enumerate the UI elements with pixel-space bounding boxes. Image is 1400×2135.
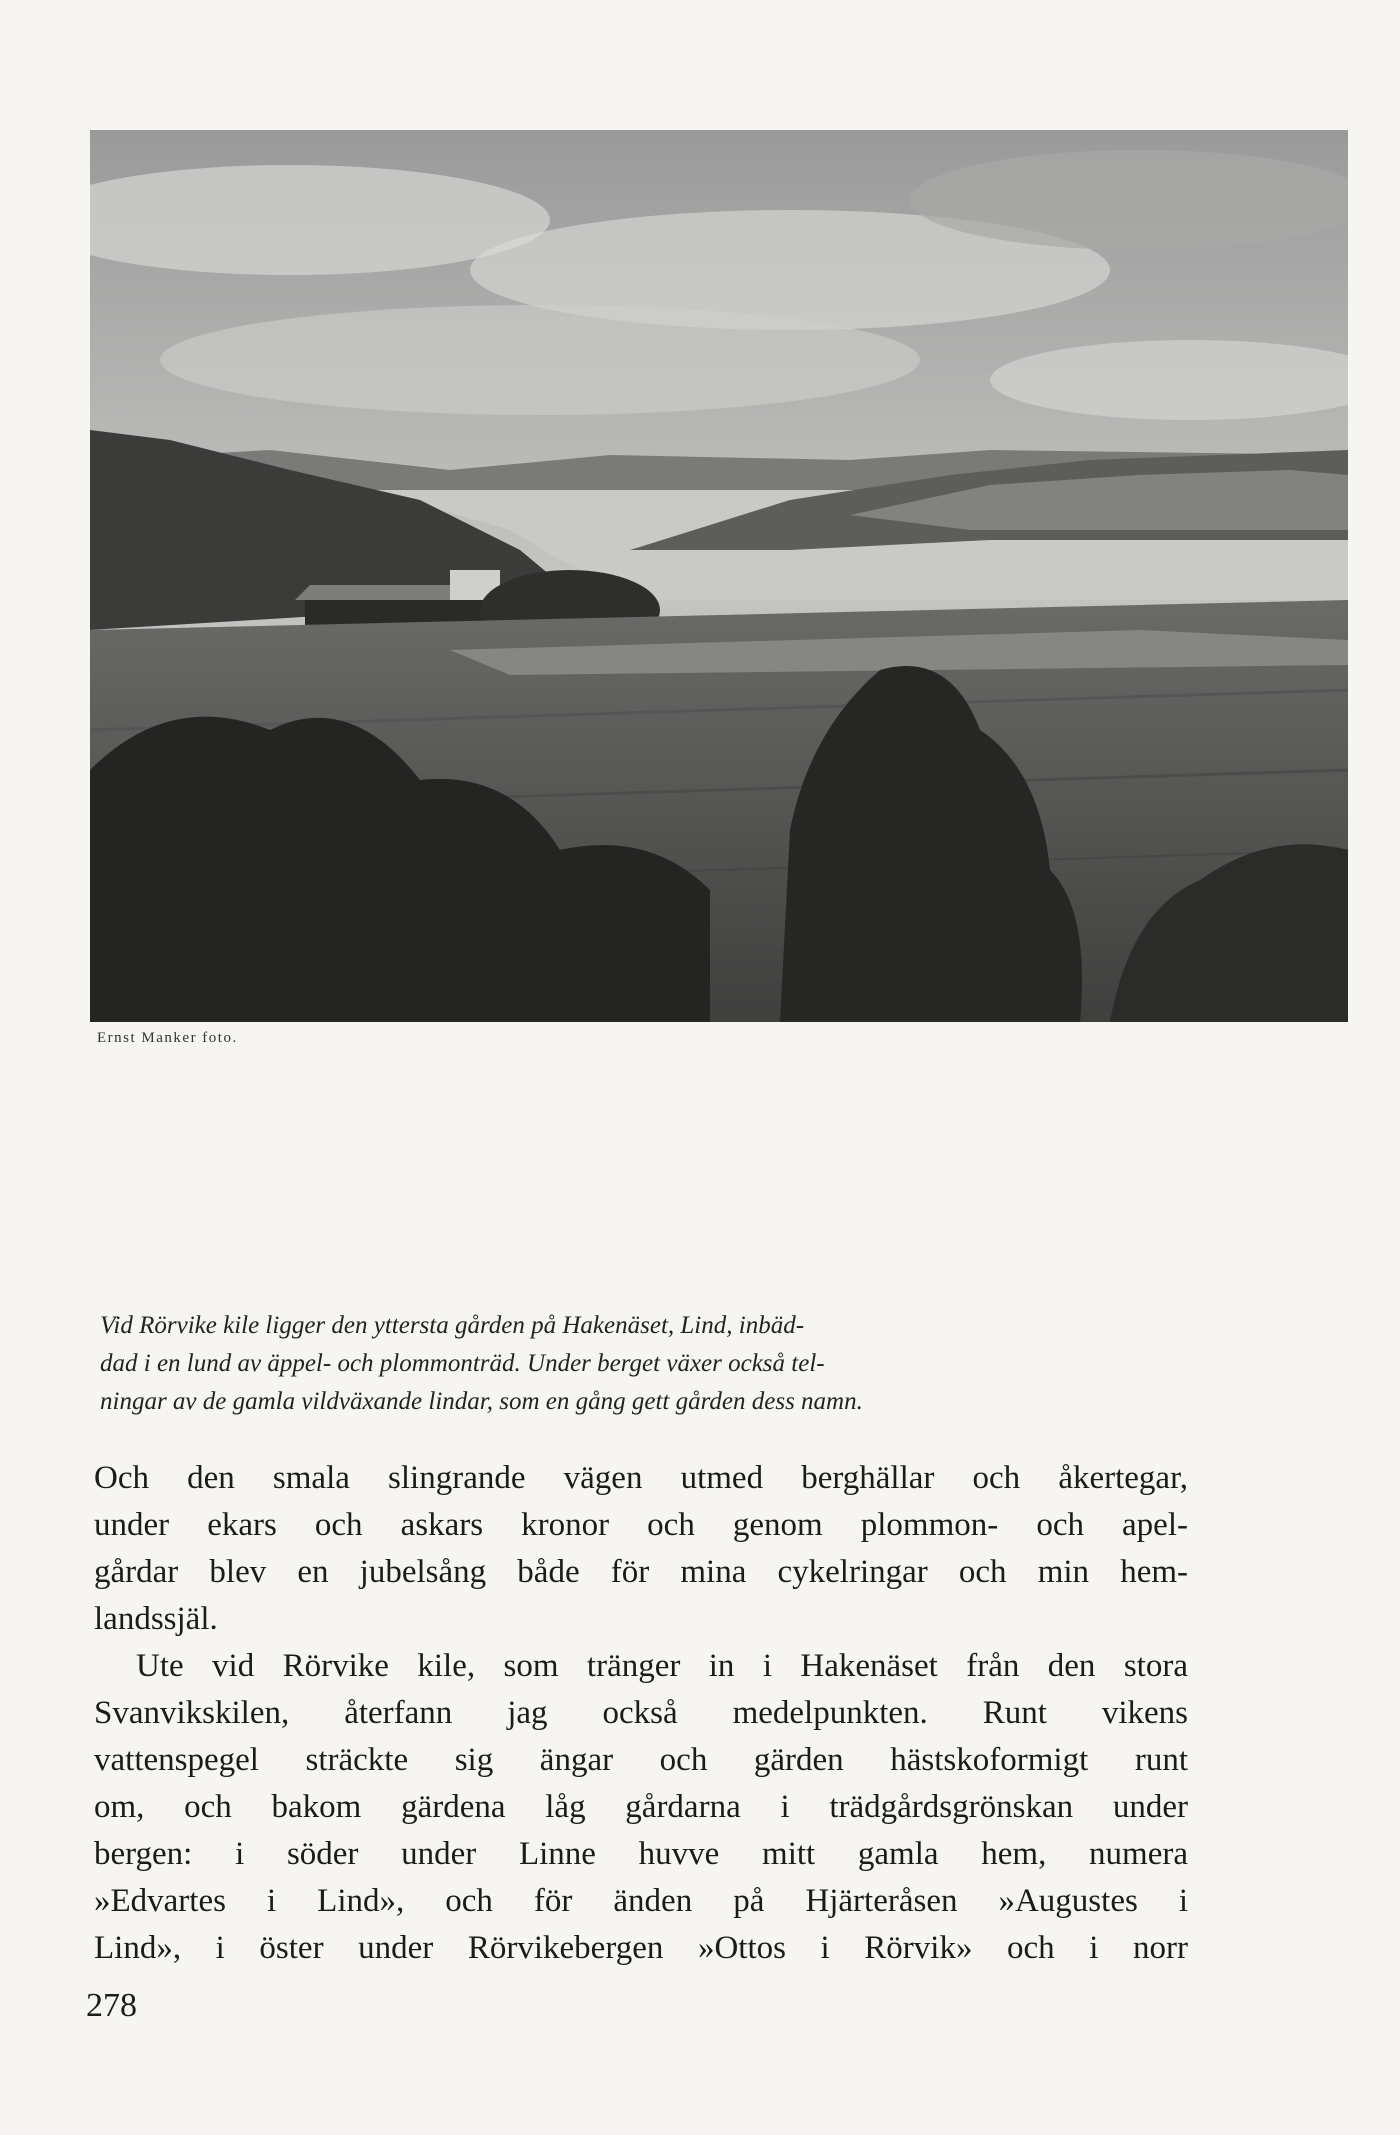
- paragraph-line: bergen: i söder under Linne huvve mitt gamla hem, numera: [94, 1836, 1188, 1872]
- caption-line: ningar av de gamla vildväxande lindar, som en gång gett gården dess namn.: [100, 1388, 863, 1415]
- caption-line: Vid Rörvike kile ligger den yttersta gården på Hakenäset, Lind, inbäd-: [100, 1312, 805, 1339]
- landscape-photo-icon: [90, 130, 1348, 1022]
- paragraph-line: om, och bakom gärdena låg gårdarna i trädgårdsgrönskan under: [94, 1789, 1188, 1825]
- paragraph-line: Och den smala slingrande vägen utmed berghällar och åkertegar,: [94, 1460, 1188, 1496]
- paragraph-line: Lind», i öster under Rörvikebergen »Ottos i Rörvik» och i norr: [94, 1930, 1188, 1966]
- landscape-photo: [90, 130, 1348, 1022]
- body-text: [94, 1455, 1188, 1972]
- paragraph-line: landssjäl.: [94, 1601, 218, 1637]
- paragraph-line: »Edvartes i Lind», och för änden på Hjärteråsen »Augustes i: [94, 1883, 1188, 1919]
- photo-caption: [100, 1307, 1100, 1421]
- paragraph-line: Svanvikskilen, återfann jag också medelpunkten. Runt vikens: [94, 1695, 1188, 1731]
- paragraph-line: vattenspegel sträckte sig ängar och gärden hästskoformigt runt: [94, 1742, 1188, 1778]
- paragraph-line: under ekars och askars kronor och genom plommon- och apel-: [94, 1507, 1188, 1543]
- paragraph-line: gårdar blev en jubelsång både för mina cykelringar och min hem-: [94, 1554, 1188, 1590]
- paragraph-line: Ute vid Rörvike kile, som tränger in i Hakenäset från den stora: [136, 1648, 1188, 1684]
- photo-credit: Ernst Manker foto.: [97, 1030, 238, 1046]
- page-number: 278: [86, 1987, 137, 2024]
- caption-line: dad i en lund av äppel- och plommonträd. Under berget växer också tel-: [100, 1350, 825, 1377]
